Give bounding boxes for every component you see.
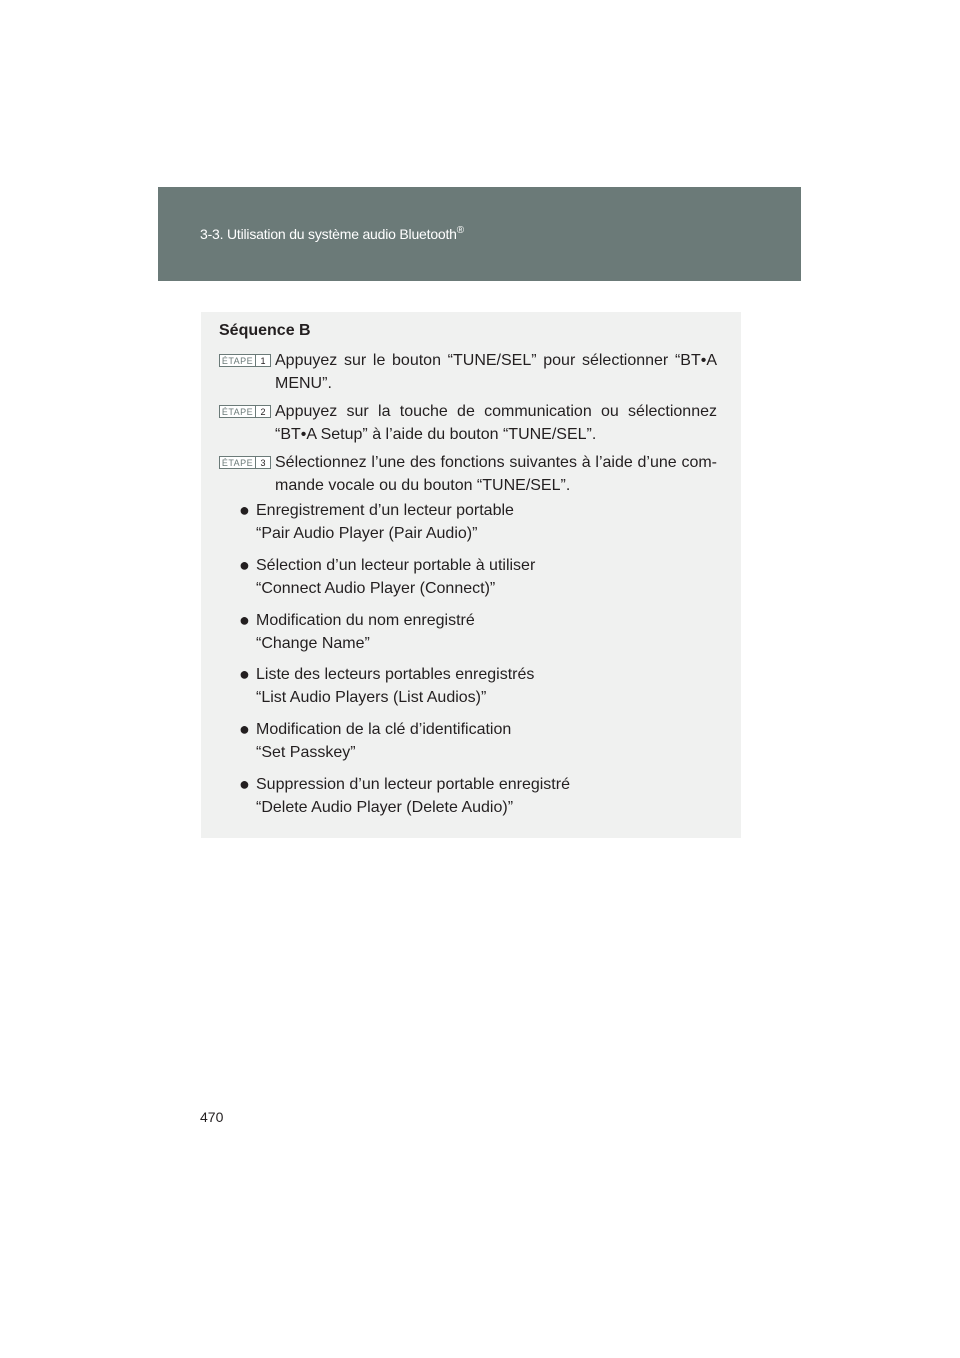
step-badge-label: ÉTAPE: [219, 354, 255, 367]
voice-command: “Set Passkey”: [256, 744, 356, 761]
step-badge-number: 1: [255, 354, 271, 367]
page-number: 470: [200, 1109, 224, 1125]
function-title: Enregistrement d’un lecteur portable: [256, 502, 514, 519]
step-badge: [219, 456, 271, 469]
function-title: Sélection d’un lecteur portable à utiliser: [256, 557, 536, 574]
step-badge-number: 3: [255, 456, 271, 469]
bullet-icon: ●: [239, 774, 250, 794]
function-title: Modification de la clé d’identification: [256, 721, 512, 738]
step-text: Appuyez sur le bouton “TUNE/SEL” pour sélectionner “BT•A MENU”.: [275, 352, 717, 392]
voice-command: “Delete Audio Player (Delete Audio)”: [256, 799, 514, 816]
step-badge: [219, 354, 271, 367]
bullet-icon: ●: [239, 664, 250, 684]
registered-mark: ®: [456, 225, 464, 236]
section-title: [200, 225, 464, 242]
step-text: Appuyez sur la touche de communication ou sélectionnez “BT•A Setup” à l’aide du bouton “TUNE/SEL”.: [275, 403, 717, 443]
bullet-icon: ●: [239, 610, 250, 630]
procedure-box: [201, 312, 741, 838]
step-badge: [219, 405, 271, 418]
function-title: Liste des lecteurs portables enregistrés: [256, 666, 535, 683]
step-badge-label: ÉTAPE: [219, 405, 255, 418]
voice-command: “Pair Audio Player (Pair Audio)”: [256, 525, 478, 542]
voice-command: “Connect Audio Player (Connect)”: [256, 580, 496, 597]
bullet-icon: ●: [239, 719, 250, 739]
voice-command: “Change Name”: [256, 635, 370, 652]
step-badge-label: ÉTAPE: [219, 456, 255, 469]
voice-command: “List Audio Players (List Audios)”: [256, 689, 487, 706]
bullet-icon: ●: [239, 500, 250, 520]
function-title: Modification du nom enregistré: [256, 612, 475, 629]
sequence-title: Séquence B: [219, 322, 311, 339]
section-header: [158, 187, 801, 281]
section-title-text: 3-3. Utilisation du système audio Bluetooth: [200, 226, 457, 242]
bullet-icon: ●: [239, 555, 250, 575]
step-text: Sélectionnez l’une des fonctions suivantes à l’aide d’une com- mande vocale ou du bouton “TUNE/SEL”.: [275, 454, 717, 494]
function-title: Suppression d’un lecteur portable enregistré: [256, 776, 570, 793]
step-badge-number: 2: [255, 405, 271, 418]
